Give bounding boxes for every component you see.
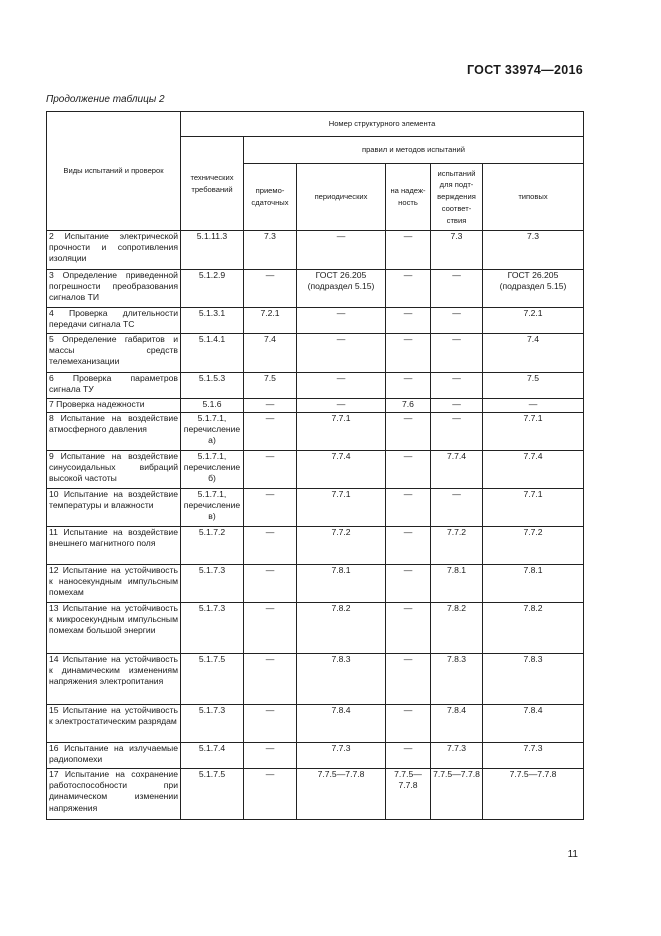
cell-conformity: 7.8.3 [431,654,483,705]
cell-type: — [483,399,584,413]
cell-tech-req: 5.1.7.3 [181,705,244,743]
table-row [47,565,584,603]
cell-acceptance: 7.4 [244,334,297,373]
header-test-types: Виды испытаний и проверок [47,112,181,231]
cell-conformity: 7.8.1 [431,565,483,603]
cell-acceptance: — [244,451,297,489]
cell-type: 7.2.1 [483,308,584,334]
cell-reliability: 7.6 [386,399,431,413]
cell-conformity: — [431,489,483,527]
table-row [47,489,584,527]
header-tech-requirements: технических требований [181,137,244,231]
cell-reliability: — [386,451,431,489]
cell-reliability: — [386,270,431,308]
cell-acceptance: — [244,489,297,527]
cell-periodic: 7.7.5—7.7.8 [297,769,386,820]
cell-test-name: 15 Испытание на устойчивость к электростатическим разрядам [47,705,181,743]
cell-test-name: 6 Проверка параметров сигнала ТУ [47,373,181,399]
cell-test-name: 2 Испытание электрической прочности и сопротивления изоляции [47,231,181,270]
cell-test-name: 17 Испытание на сохранение работоспособности при динамическом изменении напряжения [47,769,181,820]
cell-tech-req: 5.1.3.1 [181,308,244,334]
header-rules-methods: правил и методов испытаний [244,137,584,164]
cell-conformity: 7.7.4 [431,451,483,489]
cell-tech-req: 5.1.7.5 [181,769,244,820]
cell-test-name: 13 Испытание на устойчивость к микросекундным импульсным помехам большой энергии [47,603,181,654]
cell-tech-req: 5.1.7.1, перечисление б) [181,451,244,489]
table-row [47,399,584,413]
header-structural-element: Номер структурного элемента [181,112,584,137]
cell-conformity: — [431,399,483,413]
cell-periodic: — [297,334,386,373]
cell-conformity: — [431,270,483,308]
cell-test-name: 14 Испытание на устойчивость к динамическим изменениям напряжения электропитания [47,654,181,705]
table-row [47,743,584,769]
table-row [47,308,584,334]
cell-reliability: — [386,334,431,373]
table-row [47,603,584,654]
cell-type: 7.8.3 [483,654,584,705]
cell-test-name: 5 Определение габаритов и массы средств телемеханизации [47,334,181,373]
cell-test-name: 12 Испытание на устойчивость к наносекундным импульсным помехам [47,565,181,603]
cell-reliability: — [386,413,431,451]
cell-test-name: 8 Испытание на воздействие атмосферного давления [47,413,181,451]
table-row [47,527,584,565]
cell-type: 7.8.1 [483,565,584,603]
table-body [47,231,584,820]
cell-reliability: 7.7.5—7.7.8 [386,769,431,820]
cell-acceptance: 7.3 [244,231,297,270]
header-reliability: на надеж-ность [386,164,431,231]
cell-tech-req: 5.1.5.3 [181,373,244,399]
cell-type: 7.4 [483,334,584,373]
cell-conformity: — [431,373,483,399]
cell-acceptance: — [244,705,297,743]
cell-tech-req: 5.1.7.3 [181,565,244,603]
cell-type: 7.5 [483,373,584,399]
cell-reliability: — [386,231,431,270]
cell-periodic: 7.8.4 [297,705,386,743]
cell-conformity: — [431,334,483,373]
cell-conformity: 7.8.4 [431,705,483,743]
cell-reliability: — [386,705,431,743]
cell-conformity: 7.8.2 [431,603,483,654]
cell-reliability: — [386,489,431,527]
cell-conformity: — [431,308,483,334]
cell-tech-req: 5.1.7.2 [181,527,244,565]
cell-acceptance: 7.5 [244,373,297,399]
cell-periodic: 7.8.3 [297,654,386,705]
table-row [47,231,584,270]
cell-reliability: — [386,565,431,603]
cell-reliability: — [386,373,431,399]
cell-periodic: 7.7.2 [297,527,386,565]
header-type: типовых [483,164,584,231]
cell-test-name: 16 Испытание на излучаемые радиопомехи [47,743,181,769]
cell-acceptance: — [244,603,297,654]
cell-type: ГОСТ 26.205 (подраздел 5.15) [483,270,584,308]
table-row [47,451,584,489]
cell-type: 7.7.4 [483,451,584,489]
table-row [47,270,584,308]
table-continuation-caption: Продолжение таблицы 2 [46,94,165,105]
cell-acceptance: — [244,565,297,603]
cell-type: 7.7.2 [483,527,584,565]
cell-acceptance: — [244,413,297,451]
cell-tech-req: 5.1.7.1, перечисление а) [181,413,244,451]
cell-reliability: — [386,527,431,565]
cell-test-name: 4 Проверка длительности передачи сигнала ТС [47,308,181,334]
cell-acceptance: — [244,399,297,413]
tests-table [46,111,584,820]
cell-tech-req: 5.1.7.3 [181,603,244,654]
cell-acceptance: — [244,743,297,769]
table-row [47,373,584,399]
header-periodic: периодических [297,164,386,231]
table-header [47,112,584,231]
cell-conformity: 7.7.2 [431,527,483,565]
cell-acceptance: — [244,527,297,565]
cell-periodic: 7.8.1 [297,565,386,603]
cell-periodic: — [297,399,386,413]
cell-tech-req: 5.1.4.1 [181,334,244,373]
cell-periodic: — [297,373,386,399]
cell-periodic: — [297,231,386,270]
cell-conformity: 7.7.3 [431,743,483,769]
cell-conformity: 7.7.5—7.7.8 [431,769,483,820]
cell-periodic: 7.8.2 [297,603,386,654]
cell-periodic: 7.7.1 [297,489,386,527]
table-row [47,705,584,743]
cell-type: 7.8.2 [483,603,584,654]
cell-reliability: — [386,603,431,654]
table-row [47,654,584,705]
standard-designation: ГОСТ 33974—2016 [466,63,583,77]
cell-periodic: 7.7.4 [297,451,386,489]
cell-test-name: 7 Проверка надежности [47,399,181,413]
cell-conformity: 7.3 [431,231,483,270]
cell-acceptance: 7.2.1 [244,308,297,334]
table-row [47,769,584,820]
cell-test-name: 3 Определение приведенной погрешности преобразования сигналов ТИ [47,270,181,308]
cell-test-name: 10 Испытание на воздействие температуры и влажности [47,489,181,527]
cell-type: 7.7.5—7.7.8 [483,769,584,820]
cell-type: 7.7.1 [483,413,584,451]
cell-acceptance: — [244,769,297,820]
cell-type: 7.7.1 [483,489,584,527]
cell-periodic: 7.7.1 [297,413,386,451]
cell-type: 7.3 [483,231,584,270]
table-row [47,334,584,373]
cell-conformity: — [431,413,483,451]
cell-type: 7.8.4 [483,705,584,743]
page-number: 11 [567,849,578,860]
cell-periodic: 7.7.3 [297,743,386,769]
cell-periodic: ГОСТ 26.205 (подраздел 5.15) [297,270,386,308]
cell-tech-req: 5.1.2.9 [181,270,244,308]
cell-tech-req: 5.1.7.5 [181,654,244,705]
cell-acceptance: — [244,654,297,705]
table-row [47,413,584,451]
cell-test-name: 11 Испытание на воздействие внешнего магнитного поля [47,527,181,565]
cell-reliability: — [386,308,431,334]
cell-tech-req: 5.1.11.3 [181,231,244,270]
cell-acceptance: — [244,270,297,308]
cell-reliability: — [386,654,431,705]
cell-tech-req: 5.1.7.4 [181,743,244,769]
cell-test-name: 9 Испытание на воздействие синусоидальных вибраций высокой частоты [47,451,181,489]
cell-tech-req: 5.1.7.1, перечисление в) [181,489,244,527]
cell-tech-req: 5.1.6 [181,399,244,413]
header-acceptance: приемо-сдаточных [244,164,297,231]
cell-type: 7.7.3 [483,743,584,769]
cell-reliability: — [386,743,431,769]
cell-periodic: — [297,308,386,334]
header-conformity: испытаний для подт-верждения соответ-ствия [431,164,483,231]
